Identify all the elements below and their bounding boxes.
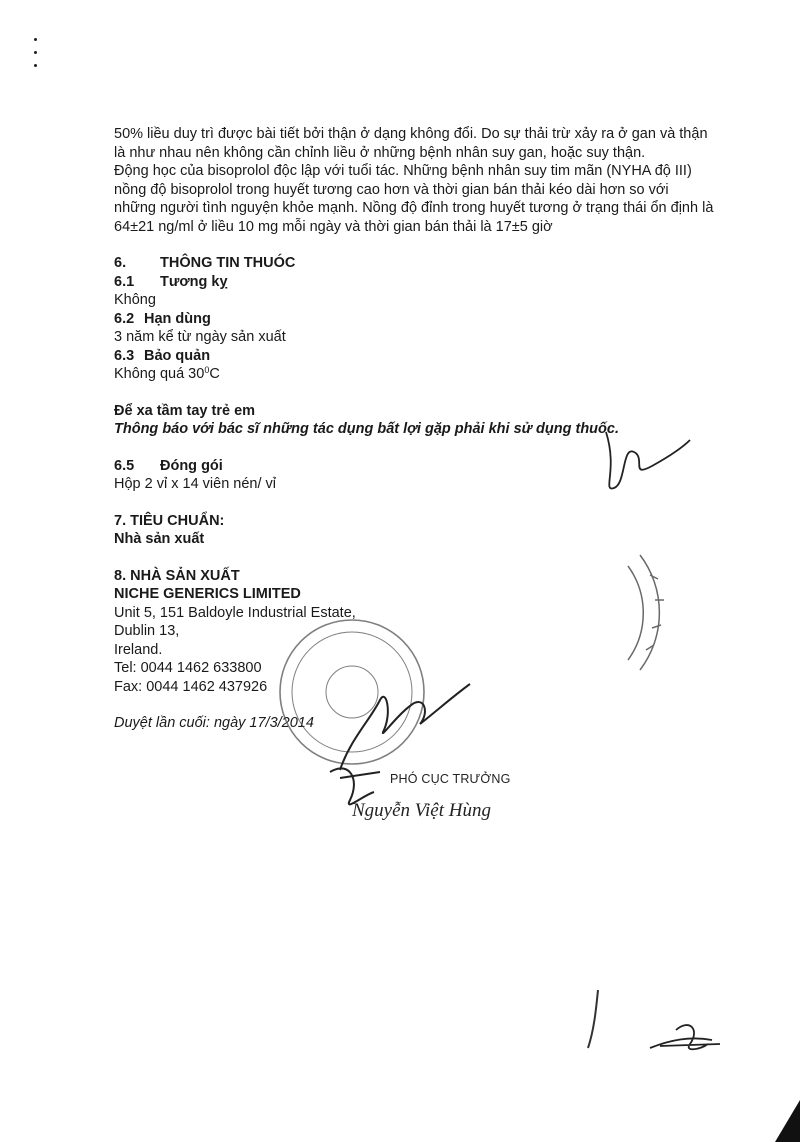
manufacturer-address-2: Dublin 13, [114, 623, 180, 639]
section-6-3-number: 6.3 [114, 347, 135, 364]
section-6-1-title: Tương kỵ [160, 273, 228, 290]
section-6-2-number: 6.2 [114, 310, 135, 327]
section-6-1-number: 6.1 [114, 273, 135, 290]
section-8-heading: 8. NHÀ SẢN XUẤT [114, 567, 240, 584]
section-6-3-text: Không quá $30^0C$ [114, 365, 220, 382]
section-6-title: THÔNG TIN THUÓC [160, 255, 296, 271]
initials-signature-icon [606, 432, 690, 488]
manufacturer-fax: Fax: 0044 1462 437926 [114, 678, 268, 695]
section-6-2-text: 3 năm kể từ ngày sản xuất [114, 329, 286, 345]
pharmacokinetics-paragraph-1: 50% liều duy trì được bài tiết bởi thận ở dạng không đổi. Do sự thải trừ xảy ra ở gan và thận là như nhau nên không cần chỉnh liều ở những bệnh nhân suy gan, hoặc suy thận. [114, 126, 708, 161]
section-6-5-number: 6.5 [114, 457, 135, 474]
stamp-signatory-name: Nguyễn Việt Hùng [352, 800, 491, 821]
company-seal-icon [628, 555, 664, 670]
section-7-text: Nhà sản xuất [114, 531, 205, 547]
bottom-mark-icon [588, 990, 598, 1048]
corner-mark-icon [775, 1100, 800, 1142]
manufacturer-name: NICHE GENERICS LIMITED [114, 586, 301, 602]
section-6-5-title: Đóng gói [160, 457, 223, 474]
section-6-5-text: Hộp 2 vỉ x 14 viên nén/ vỉ [114, 476, 277, 492]
pharmacokinetics-paragraph-2: Động học của bisoprolol độc lập với tuổi tác. Những bệnh nhân suy tim mãn (NYHA độ III) nồng độ bisoprolol trong huyết tương cao hơn và thời gian bán thải kéo dài hơn so với những người tình nguyện khỏe mạnh. Nồng độ đỉnh trong huyết tương ở trạng thái ổn định là 64±21 ng/ml ở liều 10 mg mỗi ngày và thời gian bán thải là 17±5 giờ [114, 163, 714, 235]
section-6-3-title: Bảo quản [144, 347, 211, 364]
manufacturer-address-1: Unit 5, 151 Baldoyle Industrial Estate, [114, 604, 356, 621]
section-6-number: 6. [114, 255, 127, 271]
warning-notify-doctor: Thông báo với bác sĩ những tác dụng bất lợi gặp phải khi sử dụng thuốc. [114, 421, 619, 437]
director-signature-icon [330, 684, 470, 804]
revised-date: Duyệt lần cuối: ngày 17/3/2014 [114, 715, 314, 731]
section-7-heading: 7. TIÊU CHUẨN: [114, 512, 225, 529]
stamp-title: PHÓ CỤC TRƯỞNG [390, 772, 511, 786]
bottom-initials-icon [650, 1025, 720, 1049]
manufacturer-address-3: Ireland. [114, 641, 163, 658]
manufacturer-tel: Tel: 0044 1462 633800 [114, 660, 262, 676]
section-6-1-text: Không [114, 292, 156, 308]
warning-keep-away: Để xa tầm tay trẻ em [114, 402, 256, 419]
section-6-2-title: Hạn dùng [144, 310, 211, 327]
